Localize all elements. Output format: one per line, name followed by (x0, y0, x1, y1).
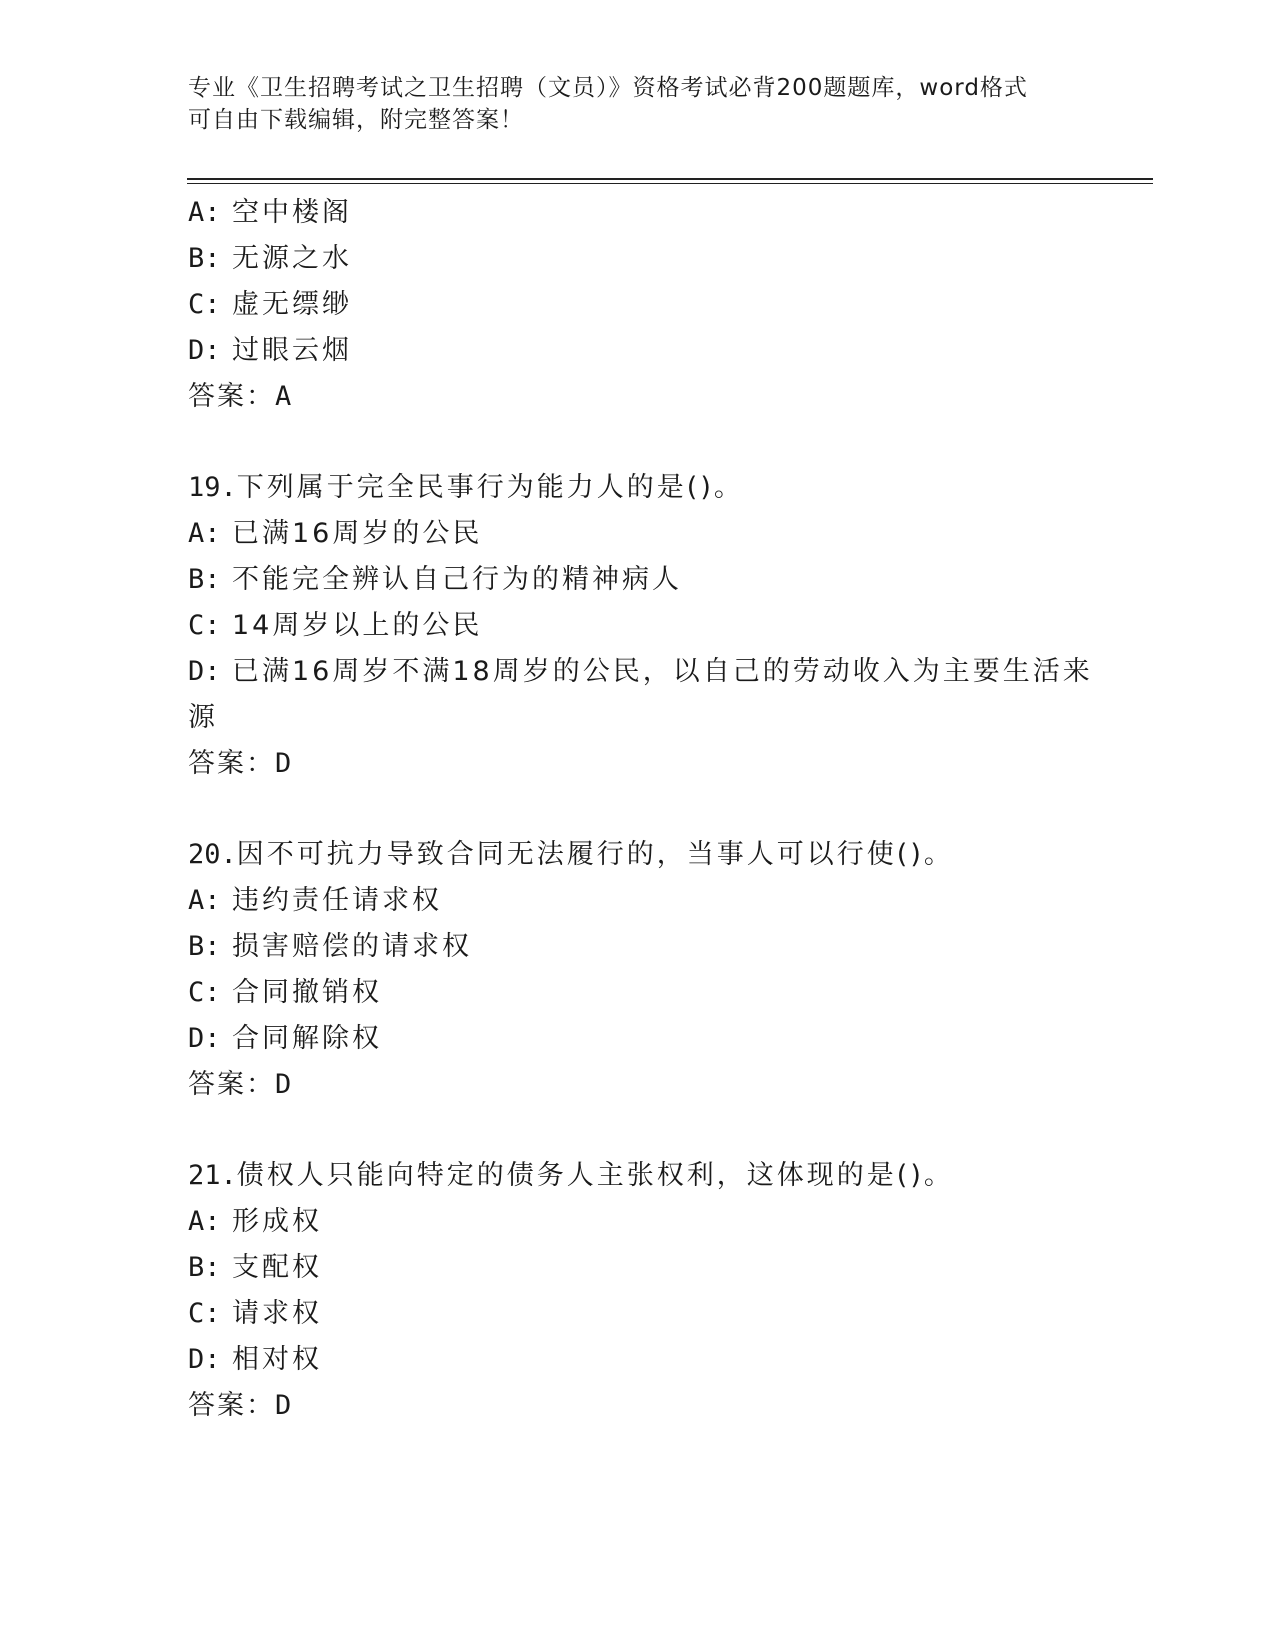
question-text (188, 1153, 1088, 1199)
option-text: 过眼云烟 (232, 335, 352, 366)
question-block (188, 1153, 1088, 1429)
option-letter: D: (188, 1344, 221, 1375)
option-b (188, 1245, 1088, 1291)
header-divider-thin (187, 183, 1153, 184)
question-stem: 债权人只能向特定的债务人主张权利，这体现的是()。 (236, 1160, 954, 1191)
option-c (188, 1291, 1088, 1337)
option-text: 支配权 (232, 1252, 322, 1283)
answer-value: D (275, 748, 294, 779)
question-text (188, 832, 1088, 878)
question-number: 21. (188, 1160, 237, 1191)
option-letter: D: (188, 335, 221, 366)
option-b (188, 236, 1088, 282)
answer-line (188, 374, 1088, 420)
block-gap (188, 787, 1088, 832)
option-letter: B: (188, 1252, 221, 1283)
question-block (188, 190, 1088, 420)
header-line-1: 专业《卫生招聘考试之卫生招聘（文员）》资格考试必背200题题库，word格式 (188, 75, 1028, 101)
question-block (188, 465, 1093, 787)
option-b (188, 557, 1088, 603)
option-text: 空中楼阁 (232, 197, 352, 228)
answer-line (188, 741, 1088, 787)
option-text: 违约责任请求权 (232, 885, 442, 916)
option-a (188, 1199, 1088, 1245)
option-letter: D: (188, 1023, 221, 1054)
option-text-continued: 源 (188, 702, 218, 733)
option-a (188, 878, 1088, 924)
option-text: 请求权 (232, 1298, 322, 1329)
header-line-2: 可自由下载编辑，附完整答案！ (188, 107, 524, 133)
block-gap (188, 420, 1088, 465)
option-a (188, 190, 1088, 236)
option-text: 合同撤销权 (232, 977, 382, 1008)
option-c (188, 970, 1088, 1016)
block-gap (188, 1108, 1088, 1153)
option-d-continuation (188, 695, 1088, 741)
option-letter: A: (188, 197, 221, 228)
answer-label: 答案： (188, 748, 275, 779)
option-c (188, 282, 1088, 328)
document-header (188, 72, 1088, 136)
option-letter: A: (188, 885, 221, 916)
option-letter: A: (188, 518, 221, 549)
option-c (188, 603, 1088, 649)
option-text: 合同解除权 (232, 1023, 382, 1054)
option-text: 损害赔偿的请求权 (232, 931, 472, 962)
answer-label: 答案： (188, 1390, 275, 1421)
question-stem: 因不可抗力导致合同无法履行的，当事人可以行使()。 (236, 839, 954, 870)
option-text: 14周岁以上的公民 (232, 610, 483, 641)
option-letter: C: (188, 1298, 221, 1329)
option-d (188, 1337, 1088, 1383)
option-letter: B: (188, 243, 221, 274)
option-text: 已满16周岁的公民 (232, 518, 483, 549)
option-d (188, 1016, 1088, 1062)
option-text: 不能完全辨认自己行为的精神病人 (232, 564, 682, 595)
option-text: 形成权 (232, 1206, 322, 1237)
answer-value: D (275, 1069, 294, 1100)
question-number: 20. (188, 839, 237, 870)
question-block (188, 832, 1088, 1108)
answer-line (188, 1062, 1088, 1108)
option-letter: C: (188, 610, 221, 641)
option-text: 已满16周岁不满18周岁的公民，以自己的劳动收入为主要生活来 (232, 656, 1093, 687)
option-d (188, 328, 1088, 374)
answer-label: 答案： (188, 381, 275, 412)
option-b (188, 924, 1088, 970)
header-divider-thick (187, 178, 1153, 180)
option-text: 无源之水 (232, 243, 352, 274)
question-list (188, 190, 1093, 1429)
option-letter: B: (188, 564, 221, 595)
option-letter: A: (188, 1206, 221, 1237)
option-letter: D: (188, 656, 221, 687)
option-d (188, 649, 1093, 695)
option-text: 虚无缥缈 (232, 289, 352, 320)
option-letter: C: (188, 977, 221, 1008)
option-a (188, 511, 1088, 557)
answer-line (188, 1383, 1088, 1429)
option-text: 相对权 (232, 1344, 322, 1375)
option-letter: B: (188, 931, 221, 962)
question-text (188, 465, 1088, 511)
question-stem: 下列属于完全民事行为能力人的是()。 (236, 472, 744, 503)
question-number: 19. (188, 472, 237, 503)
answer-label: 答案： (188, 1069, 275, 1100)
answer-value: A (275, 381, 294, 412)
option-letter: C: (188, 289, 221, 320)
answer-value: D (275, 1390, 294, 1421)
